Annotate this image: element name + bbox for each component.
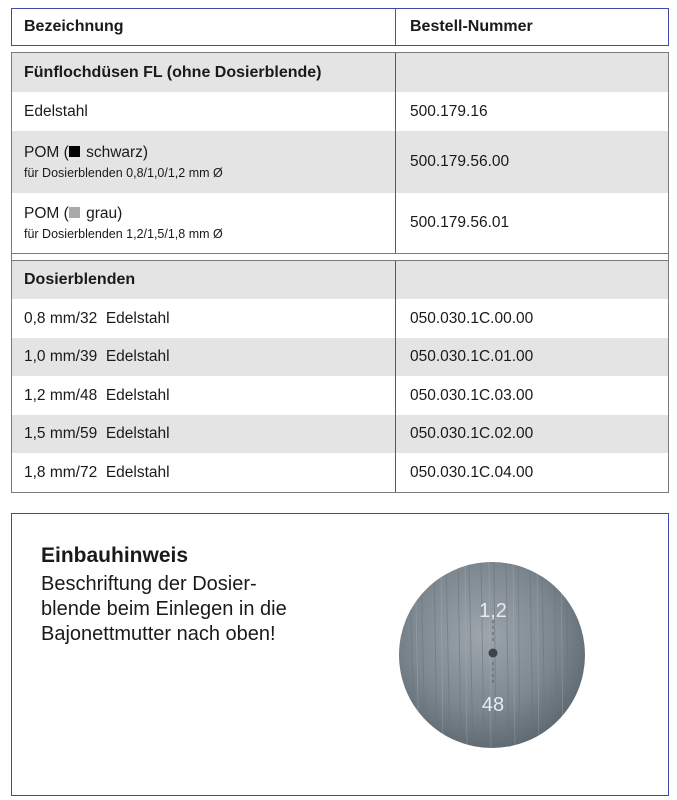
- product-table: [11, 52, 669, 493]
- row-name: 0,8 mm/32 Edelstahl: [12, 299, 396, 338]
- row-name: Edelstahl: [12, 92, 396, 131]
- disc-label-top: 1,2: [479, 600, 507, 622]
- row-subtitle: für Dosierblenden 1,2/1,5/1,8 mm Ø: [24, 227, 223, 241]
- section-title: Fünflochdüsen FL (ohne Dosierblende): [12, 53, 396, 92]
- row-name: 1,2 mm/48 Edelstahl: [12, 376, 396, 415]
- table-row: [12, 338, 668, 376]
- section-title: Dosierblenden: [12, 261, 396, 299]
- black-square-icon: [69, 146, 80, 157]
- install-text: Beschriftung der Dosier- blende beim Einlegen in die Bajonettmutter nach oben!: [41, 573, 287, 645]
- dosing-disc-image: [397, 560, 587, 750]
- row-name: 1,8 mm/72 Edelstahl: [12, 453, 396, 492]
- disc-hole: [489, 649, 498, 658]
- section-header-dosierblenden: [12, 261, 668, 299]
- row-number: 500.179.56.00: [410, 153, 510, 170]
- row-name: POM ( schwarz): [24, 144, 149, 161]
- table-row: [12, 415, 668, 453]
- row-number: 050.030.1C.04.00: [410, 463, 534, 481]
- section-header-fuenflochduesen: [12, 53, 668, 92]
- install-title: Einbauhinweis: [41, 544, 189, 567]
- row-name: POM ( grau): [24, 205, 123, 222]
- section-divider: [12, 253, 668, 261]
- row-number: 050.030.1C.02.00: [410, 425, 534, 442]
- table-row: [12, 299, 668, 338]
- table-header: [11, 8, 669, 46]
- table-row: [12, 193, 668, 253]
- row-number: 050.030.1C.01.00: [410, 348, 534, 365]
- row-number: 050.030.1C.00.00: [410, 309, 534, 327]
- row-number: 500.179.56.01: [410, 214, 510, 231]
- gray-square-icon: [69, 207, 80, 218]
- row-subtitle: für Dosierblenden 0,8/1,0/1,2 mm Ø: [24, 166, 223, 180]
- row-name: 1,5 mm/59 Edelstahl: [12, 415, 396, 453]
- header-bezeichnung: Bezeichnung: [12, 9, 396, 45]
- row-name: 1,0 mm/39 Edelstahl: [12, 338, 396, 376]
- installation-note: [11, 513, 669, 796]
- row-number: 050.030.1C.03.00: [410, 386, 534, 404]
- table-row: [12, 376, 668, 415]
- table-row: [12, 92, 668, 131]
- table-row: [12, 131, 668, 193]
- table-row: [12, 453, 668, 492]
- row-number: 500.179.16: [410, 102, 488, 120]
- disc-label-bottom: 48: [481, 694, 505, 716]
- header-bestell-nummer: Bestell-Nummer: [410, 18, 533, 35]
